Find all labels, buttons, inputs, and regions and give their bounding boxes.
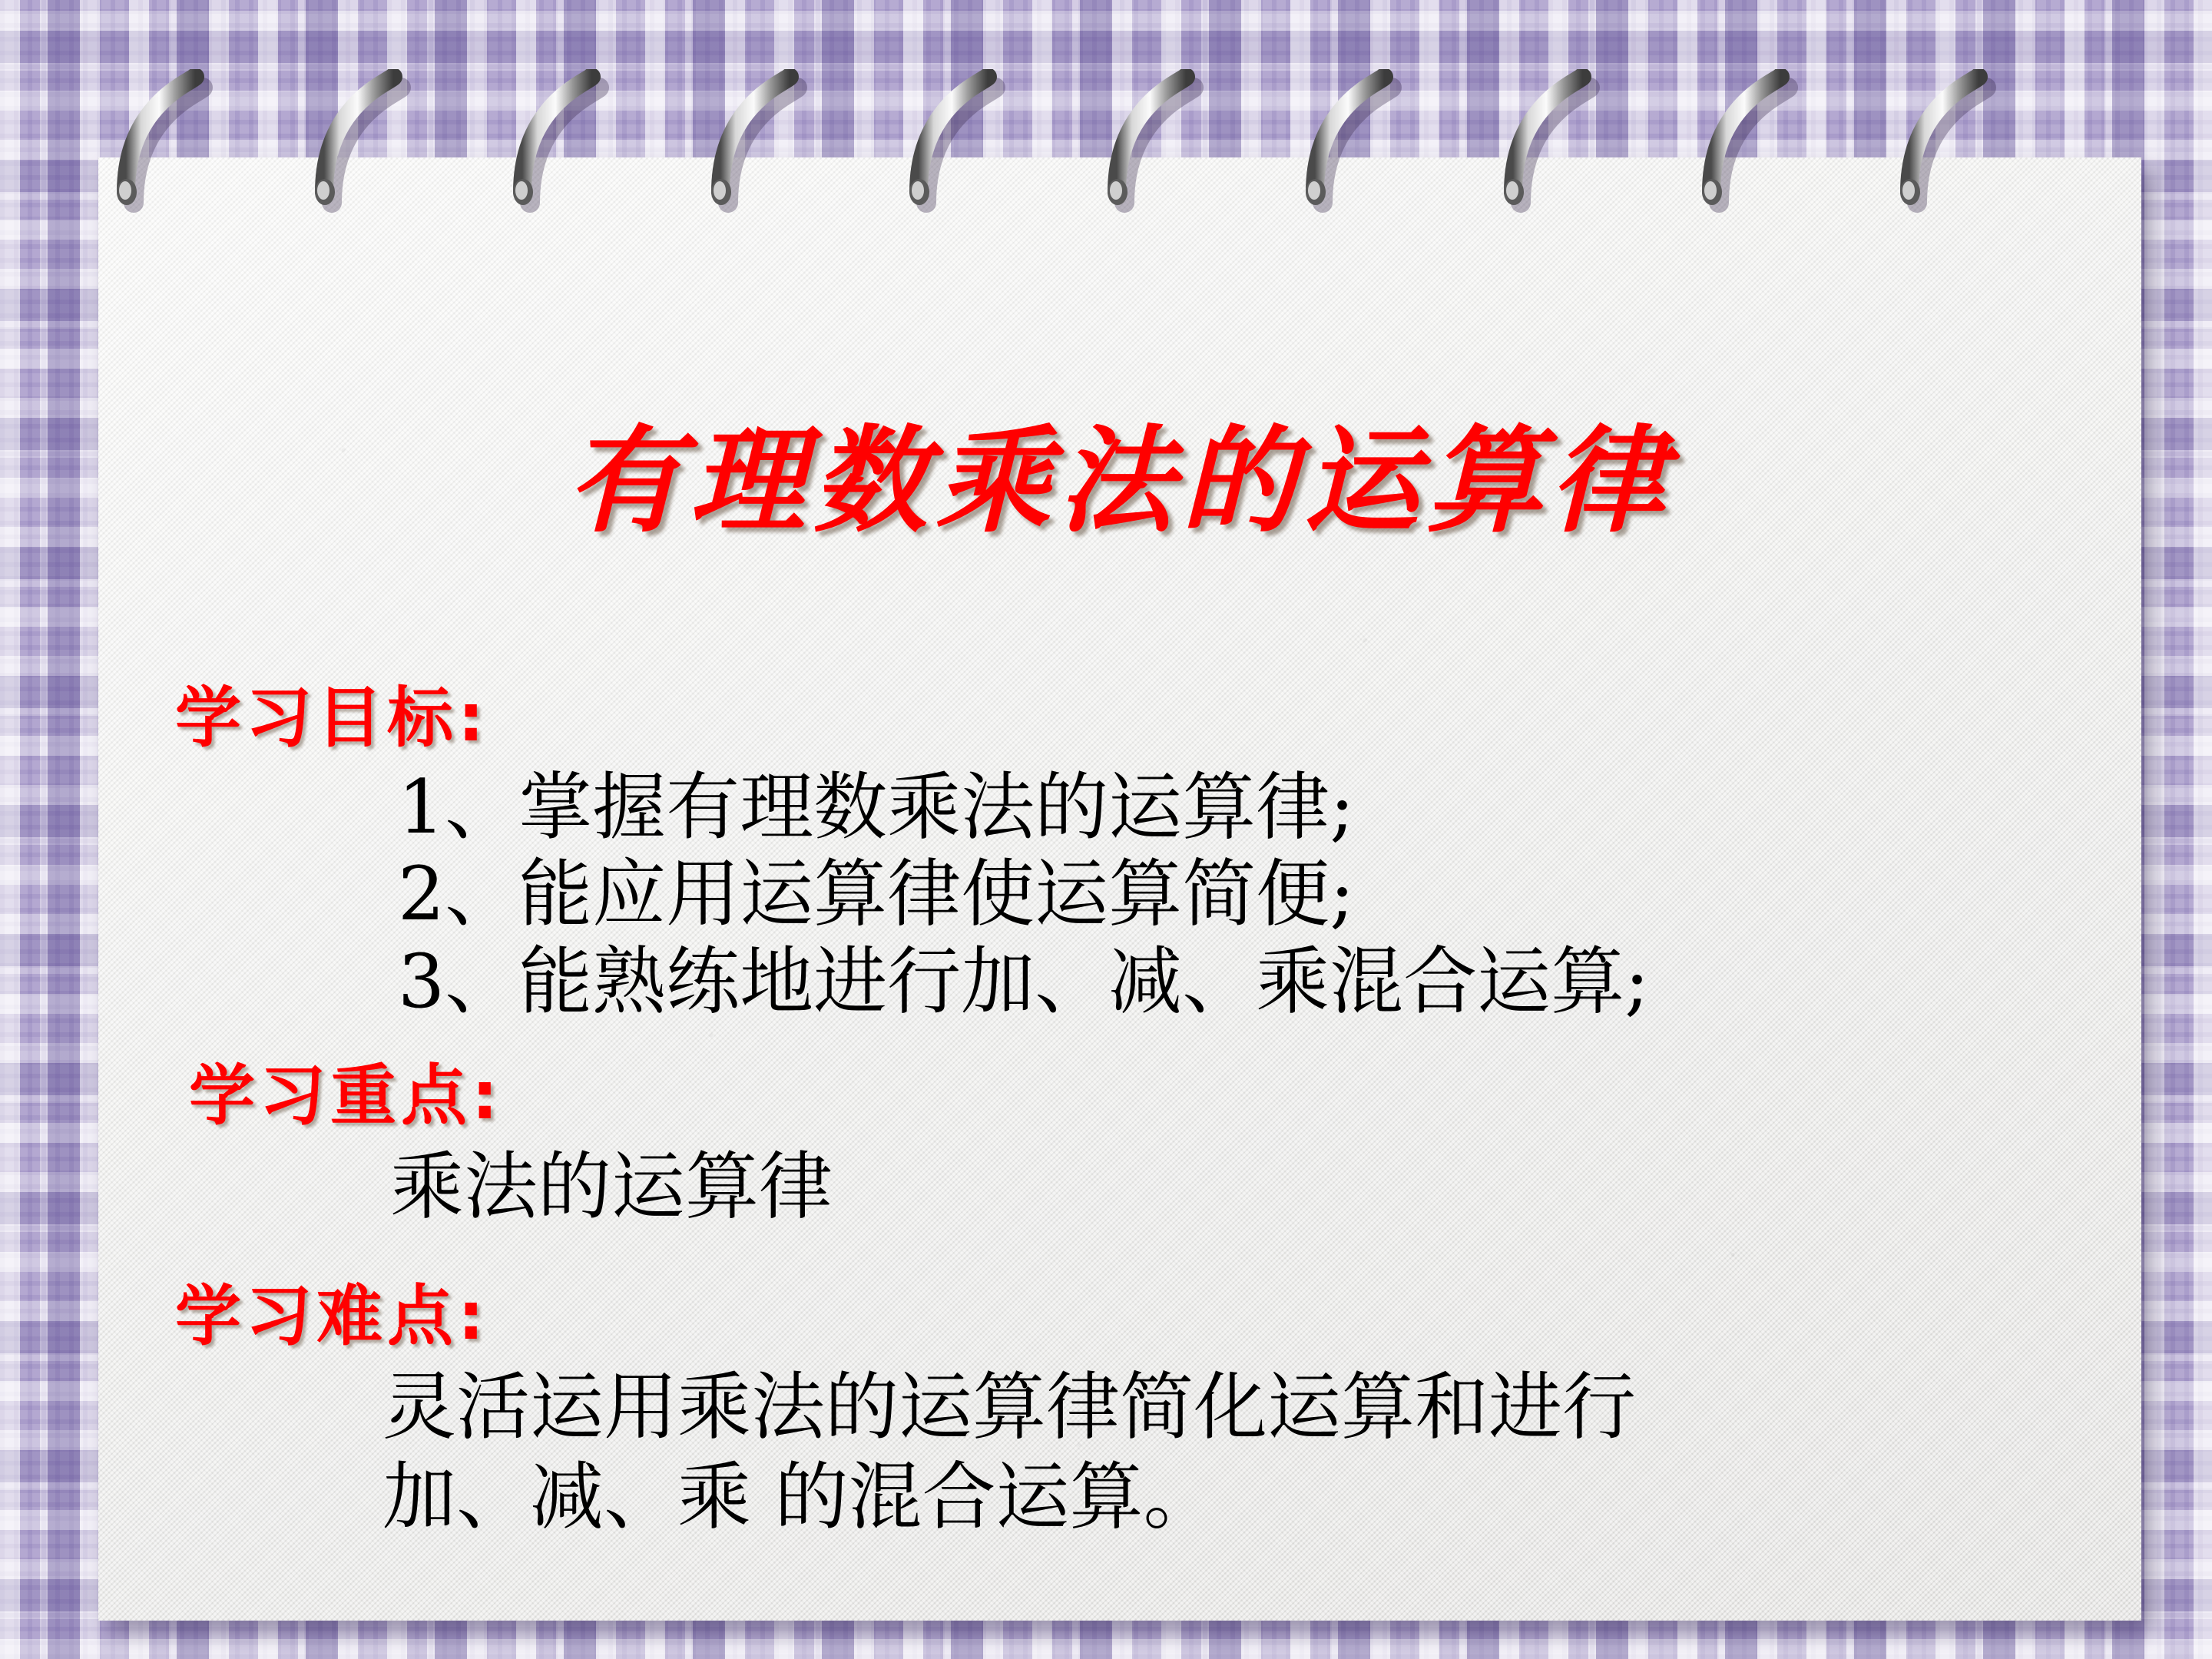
difficulty-text-line-2: 加、减、乘 的混合运算。 [382,1454,1217,1541]
spacer-2 [98,1232,2141,1263]
key-point-text: 乘法的运算律 [390,1143,833,1230]
page-title: 有理数乘法的运算律 [566,415,1673,548]
section-heading-difficulty: 学习难点: [175,1277,489,1355]
objective-item-2: 2、能应用运算律使运算简便; [398,851,1355,938]
difficulty-text-line-1: 灵活运用乘法的运算律简化运算和进行 [382,1363,1636,1450]
section-heading-key-point: 学习重点: [189,1057,503,1134]
spacer-1 [98,1025,2141,1042]
objective-item-1: 1、掌握有理数乘法的运算律; [398,764,1355,850]
notepad-sheet [98,157,2141,1621]
objective-item-3: 3、能熟练地进行加、减、乘混合运算; [398,938,1650,1025]
section-heading-objectives: 学习目标: [175,680,489,757]
slide-body [98,664,2141,1542]
